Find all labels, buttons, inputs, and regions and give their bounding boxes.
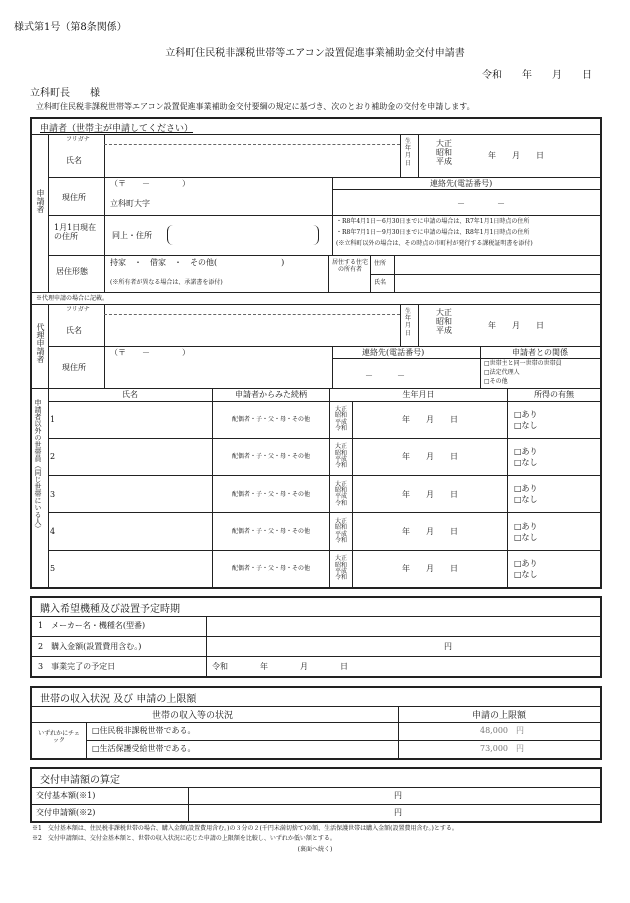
member-relation[interactable]: 配偶者・子・父・母・その他 bbox=[213, 401, 330, 438]
calc-basic-field[interactable]: 円 bbox=[394, 791, 402, 800]
member-birth-ymd[interactable]: 年 月 日 bbox=[353, 476, 508, 513]
intro-text: 立科町住民税非課税世帯等エアコン設置促進事業補助金交付要綱の規定に基づき、次のとおり補助金の交付を申請します。 bbox=[36, 102, 475, 111]
applicant-name-label[interactable]: 氏名 bbox=[66, 156, 82, 165]
applicant-contact-label: 連絡先(電話番号) bbox=[430, 179, 493, 188]
members-col-income: 所得の有無 bbox=[508, 388, 601, 401]
applicant-eras: 大正 昭和 平成 bbox=[436, 139, 452, 167]
members-col-name: 氏名 bbox=[48, 388, 213, 401]
calc-box bbox=[30, 767, 602, 823]
relation-option-legal[interactable]: □法定代理人 bbox=[484, 369, 520, 376]
calc-request-label: 交付申請額(※2) bbox=[36, 808, 96, 817]
applicant-residence-options[interactable]: 持家 ・ 借家 ・ その他( ) bbox=[110, 258, 285, 267]
applicant-address-prefix[interactable]: 立科町大字 bbox=[110, 199, 150, 208]
income-col-limit: 申請の上限額 bbox=[472, 711, 527, 721]
applicant-residence-note: (※所有者が異なる場合は、承諾書を添付) bbox=[110, 279, 223, 286]
applicant-section-label: 申請者（世帯主が申請してください） bbox=[40, 124, 194, 134]
member-eras: 大正 昭和 平成 令和 bbox=[330, 401, 353, 438]
member-relation[interactable]: 配偶者・子・父・母・その他 bbox=[213, 476, 330, 513]
member-row-number[interactable]: 3 bbox=[48, 476, 213, 513]
purchase-date-field[interactable]: 令和 年 月 日 bbox=[212, 662, 348, 671]
members-col-relation: 申請者からみた続柄 bbox=[213, 388, 330, 401]
applicant-box bbox=[30, 117, 602, 589]
back-notice: (裏面へ続く) bbox=[297, 846, 333, 853]
proxy-side-label: 代理申請者 bbox=[36, 323, 45, 363]
proxy-birth-ymd[interactable]: 年 月 日 bbox=[488, 321, 544, 330]
owner-name-label: 氏名 bbox=[374, 279, 387, 286]
member-income[interactable]: □あり □なし bbox=[508, 513, 601, 550]
income-check-label: いずれかにチェック bbox=[38, 730, 80, 745]
proxy-note: ※代理申請の場合に記載。 bbox=[36, 295, 109, 302]
proxy-birth-label: 生年月日 bbox=[405, 308, 412, 337]
applicant-note3: (※立科町以外の場合は、その時点の市町村が発行する課税証明書を添付) bbox=[336, 240, 533, 247]
relation-option-other[interactable]: □その他 bbox=[484, 378, 508, 385]
applicant-address-label: 現住所 bbox=[62, 193, 86, 202]
applicant-residence-label: 居住形態 bbox=[56, 267, 88, 276]
table-row bbox=[48, 550, 600, 587]
applicant-note2: ・R8年7月1日～9月30日までに申請の場合は、R8年1月1日時点の住所 bbox=[336, 229, 530, 236]
owner-address-label: 住所 bbox=[374, 260, 387, 267]
owner-label: 居住する住宅の所有者 bbox=[331, 259, 368, 274]
income-box bbox=[30, 686, 602, 760]
applicant-furigana-label: フリガナ bbox=[66, 136, 90, 143]
table-row bbox=[48, 401, 600, 438]
purchase-box bbox=[30, 596, 602, 678]
relation-option-household[interactable]: □世帯主と同一世帯の世帯員 bbox=[484, 360, 562, 367]
proxy-contact-label: 連絡先(電話番号) bbox=[362, 348, 425, 357]
purchase-row2-label: 2 購入金額(設置費用含む。) bbox=[38, 642, 142, 651]
form-title: 立科町住民税非課税世帯等エアコン設置促進事業補助金交付申請書 bbox=[165, 48, 465, 59]
member-income[interactable]: □あり □なし bbox=[508, 401, 601, 438]
income-col-status: 世帯の収入等の状況 bbox=[152, 711, 234, 721]
member-row-number[interactable]: 2 bbox=[48, 438, 213, 475]
purchase-row3-label: 3 事業完了の予定日 bbox=[38, 662, 116, 671]
footnote-1: ※1 交付基本額は、住民税非課税世帯の場合、購入金額(設置費用含む。)の３分の２(千円未満切捨て)の額、生活保護世帯は購入金額(設置費用含む。)とする。 bbox=[32, 825, 458, 832]
member-eras: 大正 昭和 平成 令和 bbox=[330, 476, 353, 513]
applicant-birth-ymd[interactable]: 年 月 日 bbox=[488, 151, 544, 160]
members-side-label: 申請者以外の世帯員（同じ世帯にいる人） bbox=[34, 399, 42, 532]
members-table bbox=[48, 388, 600, 587]
income-option-welfare[interactable]: □生活保護受給世帯である。 bbox=[92, 744, 196, 753]
member-birth-ymd[interactable]: 年 月 日 bbox=[353, 513, 508, 550]
income-amount-nontax: 48,000 円 bbox=[480, 726, 524, 735]
member-income[interactable]: □あり □なし bbox=[508, 476, 601, 513]
calc-title: 交付申請額の算定 bbox=[40, 775, 120, 786]
applicant-note1: ・R8年4月1日～6月30日までに申請の場合は、R7年1月1日時点の住所 bbox=[336, 218, 530, 225]
addressee: 立科町長 様 bbox=[30, 88, 100, 99]
proxy-contact-field[interactable]: － － bbox=[365, 371, 405, 380]
member-relation[interactable]: 配偶者・子・父・母・その他 bbox=[213, 550, 330, 587]
members-col-birth: 生年月日 bbox=[330, 388, 508, 401]
income-title: 世帯の収入状況 及び 申請の上限額 bbox=[40, 694, 197, 705]
purchase-title: 購入希望機種及び設置予定時期 bbox=[40, 604, 180, 615]
proxy-postal[interactable]: （〒 － ） bbox=[110, 348, 190, 357]
member-eras: 大正 昭和 平成 令和 bbox=[330, 513, 353, 550]
calc-basic-label: 交付基本額(※1) bbox=[36, 791, 96, 800]
member-birth-ymd[interactable]: 年 月 日 bbox=[353, 550, 508, 587]
applicant-contact-field[interactable]: － － bbox=[457, 199, 505, 208]
proxy-relation-label: 申請者との関係 bbox=[512, 348, 568, 357]
table-row bbox=[48, 476, 600, 513]
table-row bbox=[48, 438, 600, 475]
purchase-amount-field[interactable]: 円 bbox=[444, 642, 452, 651]
member-eras: 大正 昭和 平成 令和 bbox=[330, 550, 353, 587]
income-option-nontax[interactable]: □住民税非課税世帯である。 bbox=[92, 726, 196, 735]
table-row bbox=[48, 513, 600, 550]
applicant-postal[interactable]: （〒 － ） bbox=[110, 179, 190, 188]
member-relation[interactable]: 配偶者・子・父・母・その他 bbox=[213, 513, 330, 550]
proxy-furigana-label: フリガナ bbox=[66, 306, 90, 313]
applicant-side-label: 申請者 bbox=[36, 189, 45, 213]
applicant-birth-label: 生年月日 bbox=[405, 138, 412, 167]
calc-request-field[interactable]: 円 bbox=[394, 808, 402, 817]
proxy-name-label[interactable]: 氏名 bbox=[66, 326, 82, 335]
applicant-jan1-label: 1月1日現在の住所 bbox=[54, 223, 97, 242]
form-number: 様式第1号（第8条関係） bbox=[14, 22, 127, 33]
member-relation[interactable]: 配偶者・子・父・母・その他 bbox=[213, 438, 330, 475]
member-row-number[interactable]: 1 bbox=[48, 401, 213, 438]
member-row-number[interactable]: 5 bbox=[48, 550, 213, 587]
member-birth-ymd[interactable]: 年 月 日 bbox=[353, 438, 508, 475]
date-line: 令和 年 月 日 bbox=[482, 70, 592, 81]
income-amount-welfare: 73,000 円 bbox=[480, 744, 524, 753]
member-birth-ymd[interactable]: 年 月 日 bbox=[353, 401, 508, 438]
proxy-eras: 大正 昭和 平成 bbox=[436, 308, 452, 336]
proxy-address-label: 現住所 bbox=[62, 363, 86, 372]
purchase-row1-label: 1 メーカー名・機種名(型番) bbox=[38, 621, 146, 630]
member-eras: 大正 昭和 平成 令和 bbox=[330, 438, 353, 475]
member-income[interactable]: □あり □なし bbox=[508, 550, 601, 587]
applicant-jan1-value[interactable]: 同上・住所 bbox=[112, 231, 152, 240]
member-row-number[interactable]: 4 bbox=[48, 513, 213, 550]
footnote-2: ※2 交付申請額は、交付金基本額と、世帯の収入状況に応じた申請の上限額を比較し、いずれか低い額とする。 bbox=[32, 835, 336, 842]
member-income[interactable]: □あり □なし bbox=[508, 438, 601, 475]
